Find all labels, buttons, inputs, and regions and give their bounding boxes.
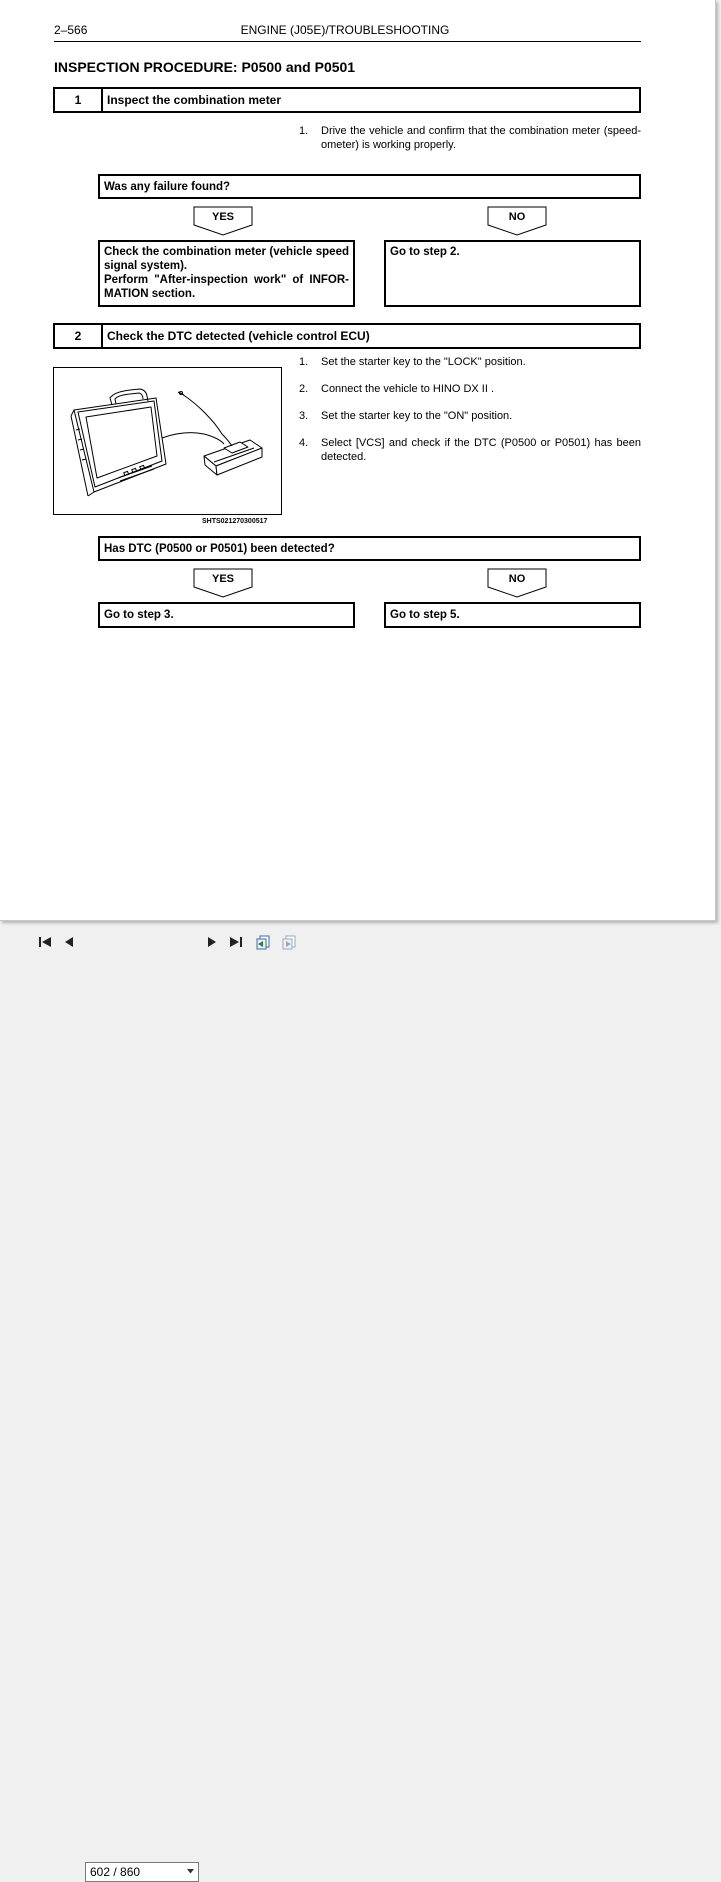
last-page-icon[interactable] xyxy=(228,934,244,950)
tablet-and-interface-illustration xyxy=(54,368,281,514)
step-2-no-arrow xyxy=(487,568,547,598)
instruction-text: Set the starter key to the "LOCK" position. xyxy=(321,356,526,368)
step-2-instruction xyxy=(299,437,641,467)
no-label: NO xyxy=(508,211,526,223)
instruction-text: Connect the vehicle to HINO DX II . xyxy=(321,383,495,395)
instruction-text: Drive the vehicle and confirm that the combination meter (speed-ometer) is working properly. xyxy=(321,125,641,151)
instruction-number: 2. xyxy=(299,383,309,395)
step-1-yes-result xyxy=(98,240,355,307)
chevron-down-icon xyxy=(187,1869,194,1874)
figure-caption: SHTS021270300517 xyxy=(202,518,268,525)
header-section: ENGINE (J05E)/TROUBLESHOOTING xyxy=(240,23,450,37)
step-2-instruction xyxy=(299,356,641,372)
step-1-heading: Inspect the combination meter xyxy=(107,93,282,107)
instruction-number: 1. xyxy=(299,125,309,137)
step-1-no-arrow xyxy=(487,206,547,236)
instruction-text: Set the starter key to the "ON" position. xyxy=(321,410,513,422)
step-2-yes-result: Go to step 3. xyxy=(98,602,355,628)
next-page-icon[interactable] xyxy=(204,934,220,950)
step-2-instruction xyxy=(299,410,641,426)
step-2-yes-arrow xyxy=(193,568,253,598)
forward-view-icon[interactable] xyxy=(281,934,297,950)
step-2-bar xyxy=(53,323,641,349)
page-title: INSPECTION PROCEDURE: P0500 and P0501 xyxy=(54,59,356,75)
step-1-no-result: Go to step 2. xyxy=(384,240,641,307)
step-2-heading: Check the DTC detected (vehicle control ECU) xyxy=(107,329,370,343)
yes-result-line: Check the combination meter (vehicle speed signal system). xyxy=(104,246,349,272)
diagnostic-tool-figure xyxy=(53,367,282,515)
first-page-icon[interactable] xyxy=(37,934,53,950)
instruction-number: 1. xyxy=(299,356,309,368)
step-2-instruction xyxy=(299,383,641,399)
viewer-toolbar xyxy=(0,930,721,1879)
instruction-text: Select [VCS] and check if the DTC (P0500 or P0501) has been detected. xyxy=(321,437,641,463)
yes-result-line: Perform "After-inspection work" of INFOR-MATION section. xyxy=(104,274,349,300)
header-page-number: 2–566 xyxy=(54,23,88,37)
header-rule xyxy=(54,41,641,42)
back-view-icon[interactable] xyxy=(255,934,271,950)
instruction-number: 4. xyxy=(299,437,309,449)
step-1-yes-arrow xyxy=(193,206,253,236)
no-label: NO xyxy=(508,573,526,585)
page-indicator: 602 / 860 xyxy=(90,1865,141,1879)
step-1-bar xyxy=(53,87,641,113)
step-1-question: Was any failure found? xyxy=(98,174,641,199)
step-1-number: 1 xyxy=(55,89,103,111)
page-number-select[interactable] xyxy=(85,1862,199,1882)
previous-page-icon[interactable] xyxy=(61,934,77,950)
instruction-number: 3. xyxy=(299,410,309,422)
step-2-question: Has DTC (P0500 or P0501) been detected? xyxy=(98,536,641,561)
step-1-instruction xyxy=(299,125,641,155)
step-2-no-result: Go to step 5. xyxy=(384,602,641,628)
yes-label: YES xyxy=(211,211,234,223)
step-2-number: 2 xyxy=(55,325,103,347)
document-page xyxy=(0,0,716,921)
yes-label: YES xyxy=(211,573,234,585)
